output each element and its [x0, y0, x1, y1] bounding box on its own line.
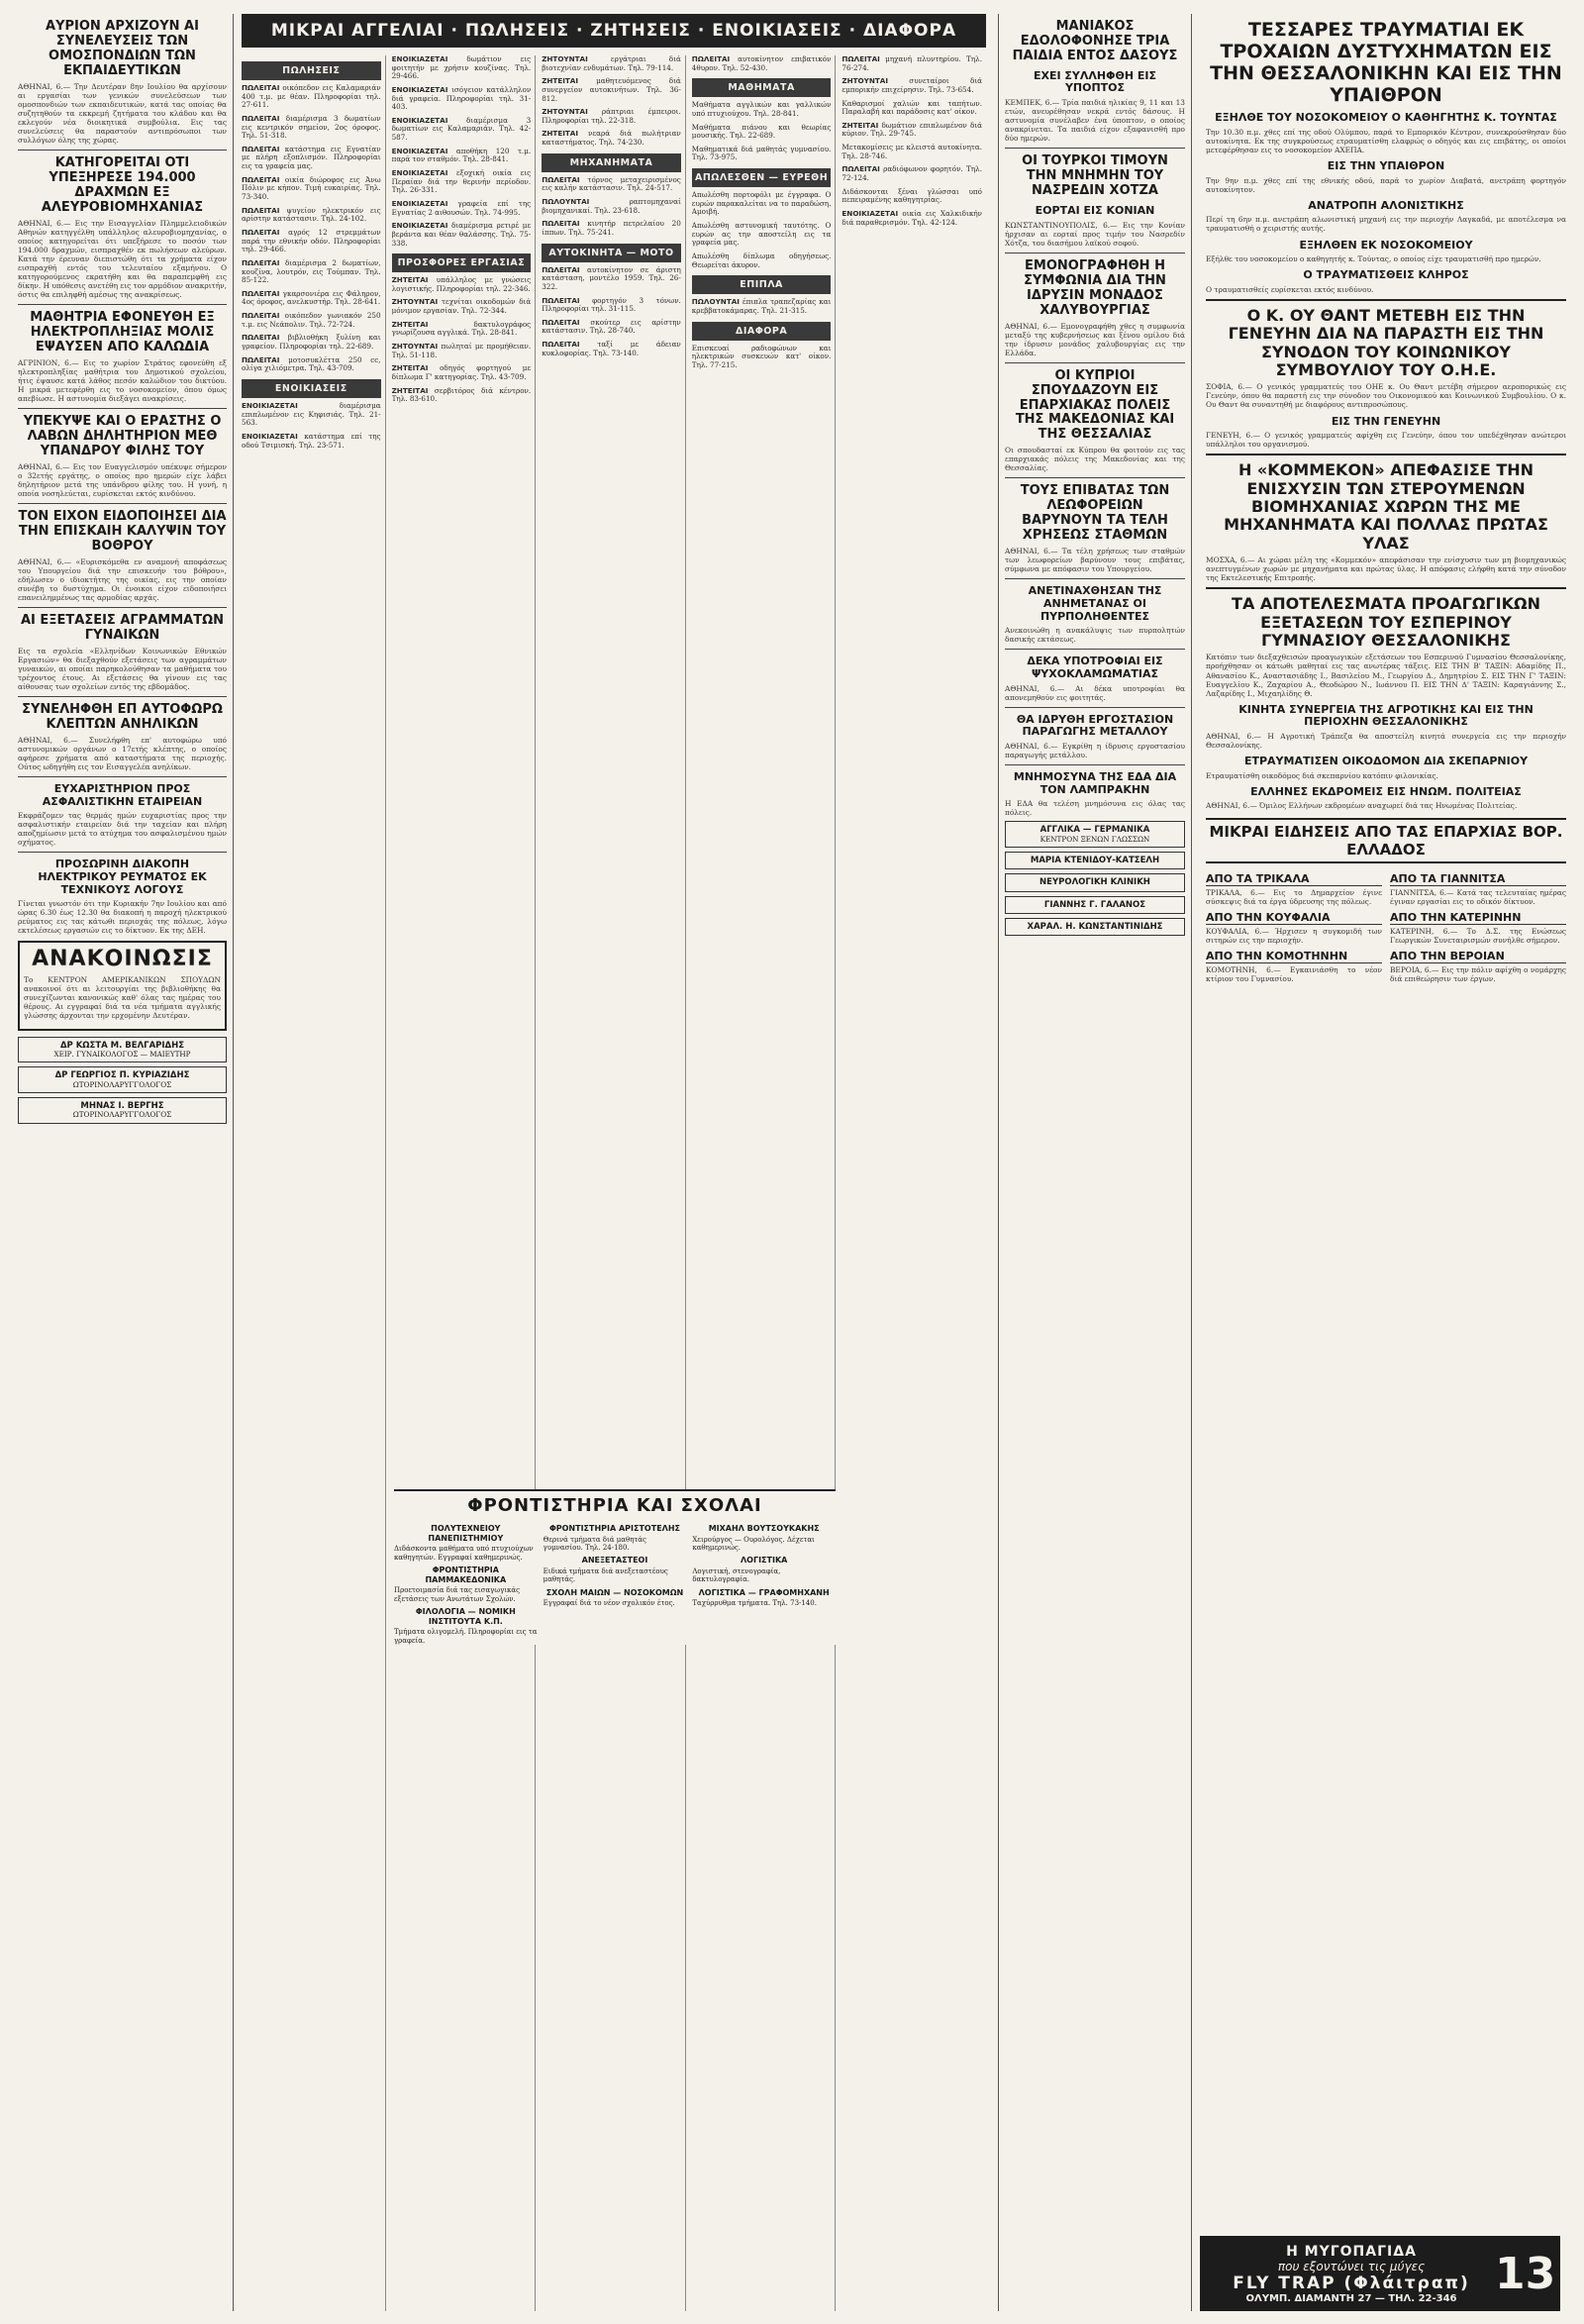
subheadline-mobile-units: ΚΙΝΗΤΑ ΣΥΝΕΡΓΕΙΑ ΤΗΣ ΑΓΡΟΤΙΚΗΣ ΚΑΙ ΕΙΣ ΤΗΝ ΠΕΡΙΟΧΗΝ ΘΕΣΣΑΛΟΝΙΚΗΣ	[1238, 702, 1534, 729]
province-heading: ΑΠΟ ΤΑ ΤΡΙΚΑΛΑ	[1206, 872, 1382, 886]
tutoring-heading: ΦΡΟΝΤΙΣΤΗΡΙΑ ΑΡΙΣΤΟΤΕΛΗΣ	[548, 1524, 681, 1533]
provinces-column	[1206, 867, 1382, 987]
article-body-text: Εξήλθε του νοσοκομείου ο καθηγητής κ. Τούντας, ο οποίος είχε τραυματισθή προ ημερών.	[1206, 254, 1541, 264]
headline-maniac: ΜΑΝΙΑΚΟΣ ΕΔΟΛΟΦΟΝΗΣΕ ΤΡΙΑ ΠΑΙΔΙΑ ΕΝΤΟΣ ΔΑΣΟΥΣ	[1012, 19, 1178, 63]
classified-ad: ΖΗΤΕΙΤΑΙ οδηγός φορτηγού με δίπλωμα Γ' κατηγορίας. Τηλ. 43-709.	[391, 363, 532, 381]
divider	[1206, 454, 1566, 455]
article-body-text: ΚΩΝΣΤΑΝΤΙΝΟΥΠΟΛΙΣ, 6.— Εις την Κονίαν ήρχισαν αι εορταί προς τιμήν του Νασρεδίν Χότζα, του διασήμου λαϊκού σοφού.	[1005, 220, 1185, 248]
headline-thanks: ΕΥΧΑΡΙΣΤΗΡΙΟΝ ΠΡΟΣ ΑΣΦΑΛΙΣΤΙΚΗΝ ΕΤΑΙΡΕΙΑΝ	[42, 781, 203, 808]
article-body-text: ΑΘΗΝΑΙ, 6.— Αι δέκα υποτροφίαι θα απονεμηθούν εις φοιτητάς.	[1005, 683, 1185, 702]
subheadline-overturn: ΑΝΑΤΡΟΠΗ ΑΛΟΝΙΣΤΙΚΗΣ	[1308, 198, 1464, 212]
classified-ad: ΠΩΛΕΙΤΑΙ φορτηγόν 3 τόνων. Πληροφορίαι τηλ. 31-115.	[542, 295, 681, 314]
article-body-text: ΑΘΗΝΑΙ, 6.— Εις τον Ευαγγελισμόν υπέκυψε σήμερον ο 32ετής εργάτης, ο οποίος προ ημερών είχε λάβει δηλητήριον μετά της υπάνδρου φίλης του. Η γυνή, η οποία νοσηλεύεται, ευρίσκεται εκτός κινδύνου.	[18, 461, 227, 498]
doctor-card	[18, 1066, 227, 1093]
divider	[18, 408, 227, 409]
tutoring-heading: ΦΡΟΝΤΙΣΤΗΡΙΑ ΠΑΜΜΑΚΕΔΟΝΙΚΑ	[425, 1565, 507, 1584]
headline-u-thant: Ο Κ. ΟΥ ΘΑΝΤ ΜΕΤΕΒΗ ΕΙΣ ΤΗΝ ΓΕΝΕΥΗΝ ΔΙΑ ΝΑ ΠΑΡΑΣΤΗ ΕΙΣ ΤΗΝ ΣΥΝΟΔΟΝ ΤΟΥ ΚΟΙΝΩΝΙΚΟΥ ΣΥΜΒΟΥΛΙΟΥ ΤΟΥ Ο.Η.Ε.	[1228, 305, 1544, 380]
classified-ad: Απωλέσθη αστυνομική ταυτότης. Ο ευρών ας την αποστείλη εις τα γραφεία μας.	[691, 221, 832, 248]
subheadline-excursion: ΕΛΛΗΝΕΣ ΕΚΔΡΟΜΕΙΣ ΕΙΣ ΗΝΩΜ. ΠΟΛΙΤΕΙΑΣ	[1250, 784, 1522, 798]
province-heading: ΑΠΟ ΤΗΝ ΒΕΡΟΙΑΝ	[1390, 950, 1566, 963]
tutoring-heading: ΦΙΛΟΛΟΓΙΑ — ΝΟΜΙΚΗ ΙΝΣΤΙΤΟΥΤΑ Κ.Π.	[415, 1606, 516, 1626]
tutoring-column	[692, 1520, 836, 1645]
clinic-name: ΝΕΥΡΟΛΟΓΙΚΗ ΚΛΙΝΙΚΗ	[1040, 877, 1150, 888]
doctor-name: ΜΑΡΙΑ ΚΤΕΝΙΔΟΥ-ΚΑΤΣΕΛΗ	[1030, 856, 1160, 866]
classified-ad: Μαθήματα αγγλικών και γαλλικών υπό πτυχιούχου. Τηλ. 28-841.	[691, 100, 832, 118]
divider	[18, 150, 227, 151]
classified-ad: ΠΩΛΕΙΤΑΙ μοτοσυκλέττα 250 cc, ολίγα χιλιόμετρα. Τηλ. 43-709.	[242, 354, 381, 373]
province-text: ΚΟΜΟΤΗΝΗ, 6.— Εγκαινιάσθη το νέον κτίριον του Γυμνασίου.	[1206, 965, 1382, 984]
classified-ad: Απωλέσθη δίπλωμα οδηγήσεως. Θεωρείται άκυρον.	[691, 251, 832, 269]
classified-ad: ΖΗΤΟΥΝΤΑΙ πωληταί με προμήθειαν. Τηλ. 51-118.	[391, 342, 532, 359]
province-text: ΓΙΑΝΝΙΤΣΑ, 6.— Κατά τας τελευταίας ημέρας έγιναν εργασίαι εις το οδικόν δίκτυον.	[1390, 888, 1566, 907]
classified-ad: ΠΩΛΟΥΝΤΑΙ έπιπλα τραπεζαρίας και κρεββατοκάμαρας. Τηλ. 21-315.	[691, 297, 832, 315]
flytrap-advertisement	[1200, 2236, 1560, 2311]
headline-exams: ΑΙ ΕΞΕΤΑΣΕΙΣ ΑΓΡΑΜΜΑΤΩΝ ΓΥΝΑΙΚΩΝ	[21, 612, 224, 643]
classified-ad: ΕΝΟΙΚΙΑΖΕΤΑΙ οικία εις Χαλκιδικήν διά παραθερισμόν. Τηλ. 42-124.	[842, 208, 982, 227]
classified-column	[692, 55, 837, 2311]
doctor-specialty: ΩΤΟΡΙΝΟΛΑΡΥΓΓΟΛΟΓΟΣ	[72, 1079, 172, 1089]
doctor-name: ΧΑΡΑΛ. Η. ΚΩΝΣΤΑΝΤΙΝΙΔΗΣ	[1027, 921, 1163, 932]
classified-ad: ΠΩΛΕΙΤΑΙ οικόπεδον γωνιακόν 250 τ.μ. εις Νεάπολιν. Τηλ. 72-724.	[242, 311, 381, 329]
headline-embezzlement: ΚΑΤΗΓΟΡΕΙΤΑΙ ΟΤΙ ΥΠΕΞΗΡΕΣΕ 194.000 ΔΡΑΧΜΩΝ ΕΞ ΑΛΕΥΡΟΒΙΟΜΗΧΑΝΙΑΣ	[41, 154, 204, 215]
tutoring-title: ΦΡΟΝΤΙΣΤΗΡΙΑ ΚΑΙ ΣΧΟΛΑΙ	[467, 1495, 762, 1516]
tutoring-heading: ΛΟΓΙΣΤΙΚΑ — ΓΡΑΦΟΜΗΧΑΝΗ	[698, 1587, 830, 1597]
headline-cesspit: ΤΟΝ ΕΙΧΟΝ ΕΙΔΟΠΟΙΗΣΕΙ ΔΙΑ ΤΗΝ ΕΠΙΣΚΑΙΗ ΚΑΛΥΨΙΝ ΤΟΥ ΒΟΘΡΟΥ	[18, 508, 227, 554]
flytrap-title: Η ΜΥΓΟΠΑΓΙΔΑ	[1286, 2243, 1417, 2260]
tutoring-text: Ειδικά τμήματα διά ανεξεταστέους μαθητάς.	[543, 1566, 668, 1584]
classified-banner: ΜΙΚΡΑΙ ΑΓΓΕΛΙΑΙ · ΠΩΛΗΣΕΙΣ · ΖΗΤΗΣΕΙΣ · ΕΝΟΙΚΙΑΣΕΙΣ · ΔΙΑΦΟΡΑ	[242, 14, 986, 48]
divider	[1005, 649, 1185, 650]
classified-ad: ΠΩΛΕΙΤΑΙ ραδιόφωνον φορητόν. Τηλ. 72-124.	[842, 164, 982, 183]
article-body-text: Ετραυματίσθη οικοδόμος διά σκεπαρνίου κατόπιν φιλονικίας.	[1206, 770, 1438, 780]
classified-ad: ΕΝΟΙΚΙΑΖΕΤΑΙ διαμέρισμα ρετιρέ με βεράντα και θέαν θαλάσσης. Τηλ. 75-338.	[391, 221, 532, 248]
notice-title: ΑΝΑΚΟΙΝΩΣΙΣ	[32, 947, 213, 972]
article-body-text: ΣΟΦΙΑ, 6.— Ο γενικός γραμματεύς του ΟΗΕ κ. Ου Θαντ μετέβη σήμερον αεροπορικώς εις Γενεύην, όπου θα παραστή εις την σύνοδον του Οικονομικού και Κοινωνικού Συμβουλίου. Ο κ. Ου Θαντ θα συναντηθή με διαφόρους αντιπροσώπους.	[1206, 382, 1566, 410]
classified-ad: ΠΩΛΕΙΤΑΙ ταξί με άδειαν κυκλοφορίας. Τηλ. 73-140.	[542, 340, 681, 357]
article-body-text: ΓΕΝΕΥΗ, 6.— Ο γενικός γραμματεύς αφίχθη εις Γενεύην, όπου τον υπεδέχθησαν ανώτεροι υπάλληλοι του οργανισμού.	[1206, 431, 1566, 450]
divider	[18, 852, 227, 853]
classified-ad: ΠΩΛΕΙΤΑΙ οικία διώροφος εις Άνω Πόλιν με κήπον. Τιμή ευκαιρίας. Τηλ. 73-340.	[242, 174, 381, 202]
province-heading: ΑΠΟ ΤΗΝ ΚΑΤΕΡΙΝΗΝ	[1390, 911, 1566, 925]
tutoring-column	[394, 1520, 538, 1645]
doctor-name: ΜΗΝΑΣ Ι. ΒΕΡΓΗΣ	[80, 1101, 164, 1112]
section-furniture: ΕΠΙΠΛΑ	[692, 275, 832, 294]
article-body-text: Εκφράζομεν τας θερμάς ημών ευχαριστίας προς την ασφαλιστικήν εταιρείαν διά την ταχείαν και πλήρη αποζημίωσιν μετά το ατύχημα του ασφαλισμένου ημών οχήματος.	[18, 811, 227, 848]
middle-news-column	[998, 14, 1192, 2311]
headline-teachers-assemblies: ΑΥΡΙΟΝ ΑΡΧΙΖΟΥΝ ΑΙ ΣΥΝΕΛΕΥΣΕΙΣ ΤΩΝ ΟΜΟΣΠΟΝΔΙΩΝ ΤΩΝ ΕΚΠΑΙΔΕΥΤΙΚΩΝ	[46, 19, 199, 78]
doctor-name: ΔΡ ΚΩΣΤΑ Μ. ΒΕΛΓΑΡΙΔΗΣ	[59, 1040, 185, 1051]
classified-ad: ΠΩΛΕΙΤΑΙ σκούτερ εις αρίστην κατάστασιν. Τηλ. 28-740.	[542, 317, 681, 336]
right-news-column	[1200, 14, 1566, 2311]
divider	[1005, 764, 1185, 765]
article-body-text: ΑΘΗΝΑΙ, 6.— Την Δευτέραν 8ην Ιουλίου θα αρχίσουν αι εργασίαι των γενικών συνελεύσεων των ομοσπονδιών των εκπαιδευτικών, κατά τας οποίας θα συζητηθούν τα εκκρεμή ζητήματα του κλάδου και θα εκλεγούν νέα διοικητικά συμβούλια. Εις τας συνελεύσεις θα παραστούν αντιπρόσωποι των συλλόγων όλης της χώρας.	[18, 81, 227, 145]
headline-thief: ΣΥΝΕΛΗΦΘΗ ΕΠ ΑΥΤΟΦΩΡΩ ΚΛΕΠΤΩΝ ΑΝΗΛΙΚΩΝ	[22, 701, 223, 732]
divider	[1206, 299, 1566, 301]
headline-comecon: Η «ΚΟΜΜΕΚΟΝ» ΑΠΕΦΑΣΙΣΕ ΤΗΝ ΕΝΙΣΧΥΣΙΝ ΤΩΝ ΣΤΕΡΟΥΜΕΝΩΝ ΒΙΟΜΗΧΑΝΙΑΣ ΧΩΡΩΝ ΤΗΣ ΜΕ ΜΗΧΑΝΗΜΑΤΑ ΚΑΙ ΠΟΛΛΑΣ ΠΡΩΤΑΣ ΥΛΑΣ	[1224, 460, 1548, 553]
article-body-text: Ανεκοινώθη η ανακάλυψις των πυρπολητών δασικής εκτάσεως.	[1005, 626, 1185, 645]
classified-ad: Επισκευαί ραδιοφώνων και ηλεκτρικών συσκευών κατ' οίκον. Τηλ. 77-215.	[691, 343, 832, 369]
article-body-text: Κατόπιν των διεξαχθεισών προαγωγικών εξετάσεων του Εσπερινού Γυμνασίου Θεσσαλονίκης, προήχθησαν οι κάτωθι μαθηταί εις τας ανωτέρας τάξεις. ΕΙΣ ΤΗΝ Β' ΤΑΞΙΝ: Αδαμίδης Π., Αθανασίου Κ., Αναστασιάδης Ι., Βασιλείου Μ., Γεωργίου Δ., Δημητρίου Σ. ΕΙΣ ΤΗΝ Γ' ΤΑΞΙΝ: Ευαγγελίου Κ., Ζαχαρίου Α., Θεοδώρου Ν., Ιωάννου Π. ΕΙΣ ΤΗΝ Δ' ΤΑΞΙΝ: Καραγιάννης Σ., Λαζαρίδης Ι., Μιχαηλίδης Θ.	[1206, 653, 1566, 698]
article-body-text: Η ΕΔΑ θα τελέση μνημόσυνα εις όλας τας πόλεις.	[1005, 799, 1185, 818]
classified-ad: ΖΗΤΕΙΤΑΙ μαθητευόμενος διά συνεργείον αυτοκινήτων. Τηλ. 36-812.	[542, 76, 681, 103]
classified-ad: ΕΝΟΙΚΙΑΖΕΤΑΙ αποθήκη 120 τ.μ. παρά τον σταθμόν. Τηλ. 28-841.	[391, 146, 532, 164]
flytrap-tagline: που εξοντώνει τις μύγες	[1277, 2259, 1426, 2273]
provinces-news-title: ΜΙΚΡΑΙ ΕΙΔΗΣΕΙΣ ΑΠΟ ΤΑΣ ΕΠΑΡΧΙΑΣ ΒΟΡ. ΕΛΛΑΔΟΣ	[1206, 818, 1566, 863]
clinic-card	[1005, 873, 1185, 891]
province-heading: ΑΠΟ ΤΗΝ ΚΟΜΟΤΗΝΗΝ	[1206, 950, 1382, 963]
article-body-text: ΜΟΣΧΑ, 6.— Αι χώραι μέλη της «Κομμεκόν» απεφάσισαν την ενίσχυσιν των μη βιομηχανικώς ανεπτυγμένων χωρών με μηχανήματα και πρώτας ύλας. Η απόφασις ελήφθη κατά την σύνοδον της Εκτελεστικής Επιτροπής.	[1206, 556, 1566, 583]
headline-scholarships: ΔΕΚΑ ΥΠΟΤΡΟΦΙΑΙ ΕΙΣ ΨΥΧΟΚΛΑΜΩΜΑΤΙΑΣ	[1027, 655, 1163, 680]
section-cars: ΑΥΤΟΚΙΝΗΤΑ — ΜΟΤΟ	[542, 244, 681, 262]
notice-body: Το ΚΕΝΤΡΟΝ ΑΜΕΡΙΚΑΝΙΚΩΝ ΣΠΟΥΔΩΝ ανακοινοί ότι αι λειτουργίαι της βιβλιοθήκης θα συνεχίζωνται κανονικώς καθ' όλας τας ημέρας του θέρους. Αι εγγραφαί διά τα νέα τμήματα αγγλικής γλώσσης άρχονται την ερχομένην Δευτέραν.	[24, 975, 221, 1021]
classified-column	[392, 55, 537, 2311]
provinces-grid	[1206, 867, 1566, 987]
doctor-specialty: ΩΤΟΡΙΝΟΛΑΡΥΓΓΟΛΟΓΟΣ	[72, 1110, 172, 1120]
tutoring-text: Τμήματα ολιγομελή. Πληροφορίαι εις τα γραφεία.	[394, 1628, 538, 1645]
classified-ad: ΠΩΛΕΙΤΑΙ διαμέρισμα 2 δωματίων, κουζίνα, λουτρόν, εις Τούμπαν. Τηλ. 85-122.	[242, 257, 381, 285]
classified-ad: ΠΩΛΕΙΤΑΙ διαμέρισμα 3 δωματίων εις κεντρικόν σημείον, 2ος όροφος. Τηλ. 51-318.	[242, 113, 381, 141]
article-body-text: ΚΕΜΠΕΚ, 6.— Τρία παιδιά ηλικίας 9, 11 και 13 ετών, ανευρέθησαν νεκρά εντός δάσους. Η αστυνομία συνέλαβεν ένα ύποπτον, ο οποίος ανακρίνεται. Τα παιδιά είχον εξαφανισθή προ δύο ημερών.	[1005, 98, 1185, 144]
article-body-text: ΑΘΗΝΑΙ, 6.— Εμονογραφήθη χθες η συμφωνία μεταξύ της κυβερνήσεως και ξένου ομίλου διά την ίδρυσιν μονάδος χαλυβουργίας εις την Ελλάδα.	[1005, 321, 1185, 357]
divider	[1206, 587, 1566, 589]
headline-cypriots: ΟΙ ΚΥΠΡΙΟΙ ΣΠΟΥΔΑΖΟΥΝ ΕΙΣ ΕΠΑΡΧΙΑΚΑΣ ΠΟΛΕΙΣ ΤΗΣ ΜΑΚΕΔΟΝΙΑΣ ΚΑΙ ΤΗΣ ΘΕΣΣΑΛΙΑΣ	[1015, 367, 1175, 443]
classified-ad: ΖΗΤΕΙΤΑΙ υπάλληλος με γνώσεις λογιστικής. Πληροφορίαι τηλ. 22-346.	[391, 275, 532, 293]
divider	[18, 503, 227, 504]
province-text: ΚΟΥΦΑΛΙΑ, 6.— Ήρχισεν η συγκομιδή των σιτηρών εις την περιοχήν.	[1206, 927, 1382, 946]
classified-ad: Μαθήματα πιάνου και θεωρίας μουσικής. Τηλ. 22-689.	[691, 122, 832, 141]
classified-ad: ΠΩΛΕΙΤΑΙ αυτοκίνητον επιβατικόν 4θυρον. Τηλ. 52-430.	[691, 55, 832, 72]
tutoring-text: Θερινά τμήματα διά μαθητάς γυμνασίου. Τηλ. 24-180.	[543, 1535, 646, 1552]
article-body-text: Την 10.30 π.μ. χθες επί της οδού Ολύμπου, παρά το Εμπορικόν Κέντρον, συνεκρούσθησαν δύο αυτοκίνητα. Εκ της συγκρούσεως ετραυματίσθη ελαφρώς ο οδηγός και εις επιβάτης, οι οποίοι μετεφέρθησαν εις το νοσοκομείον ΑΧΕΠΑ.	[1206, 128, 1566, 155]
classified-ad: ΕΝΟΙΚΙΑΖΕΤΑΙ γραφεία επί της Εγνατίας 2 αιθουσών. Τηλ. 74-995.	[391, 198, 532, 217]
doctor-card	[18, 1097, 227, 1124]
divider	[18, 304, 227, 305]
classified-ad: ΠΩΛΕΙΤΑΙ οικόπεδον εις Καλαμαριάν 400 τ.μ. με θέαν. Πληροφορίαι τηλ. 27-611.	[242, 83, 381, 110]
article-body-text: Περί τη 6ην π.μ. ανετράπη αλωνιστική μηχανή εις την περιοχήν Λαγκαδά, με αποτέλεσμα να τραυματισθή ο χειριστής αυτής.	[1206, 215, 1566, 234]
classified-ad: ΖΗΤΕΙΤΑΙ δακτυλογράφος γνωρίζουσα αγγλικά. Τηλ. 28-841.	[391, 319, 532, 338]
school-subtitle: ΚΕΝΤΡΟΝ ΞΕΝΩΝ ΓΛΩΣΣΩΝ	[1040, 834, 1150, 844]
section-lost-found: ΑΠΩΛΕΣΘΕΝ — ΕΥΡΕΘΗ	[692, 168, 832, 187]
school-title: ΑΓΓΛΙΚΑ — ΓΕΡΜΑΝΙΚΑ	[1040, 825, 1150, 836]
tutoring-column	[544, 1520, 687, 1645]
classified-ad: ΠΩΛΕΙΤΑΙ τόρνος μεταχειρισμένος εις καλήν κατάστασιν. Τηλ. 24-517.	[542, 174, 681, 193]
subheadline-discharged: ΕΞΗΛΘΕΝ ΕΚ ΝΟΣΟΚΟΜΕΙΟΥ	[1299, 238, 1473, 252]
classified-ad: ΖΗΤΕΙΤΑΙ σερβιτόρος διά κέντρον. Τηλ. 83-610.	[391, 385, 532, 404]
doctor-card	[1005, 918, 1185, 936]
tutoring-text: Λογιστική, στενογραφία, δακτυλογραφία.	[692, 1566, 781, 1584]
section-job-offers: ΠΡΟΣΦΟΡΕΣ ΕΡΓΑΣΙΑΣ	[392, 253, 532, 272]
classified-ad: ΠΩΛΕΙΤΑΙ ψυγείον ηλεκτρικόν εις αρίστην κατάστασιν. Τηλ. 24-102.	[242, 205, 381, 224]
classified-ad: ΕΝΟΙΚΙΑΖΕΤΑΙ εξοχική οικία εις Περαίαν διά την θερινήν περίοδον. Τηλ. 26-331.	[391, 168, 532, 195]
article-body-text: Την 9ην π.μ. χθες επί της εθνικής οδού, παρά το χωρίον Διαβατά, ανετράπη φορτηγόν αυτοκίνητον.	[1206, 175, 1566, 194]
headline-power-cut: ΠΡΟΣΩΡΙΝΗ ΔΙΑΚΟΠΗ ΗΛΕΚΤΡΙΚΟΥ ΡΕΥΜΑΤΟΣ ΕΚ ΤΕΧΝΙΚΟΥΣ ΛΟΓΟΥΣ	[38, 858, 207, 896]
classified-column	[542, 55, 686, 2311]
tutoring-heading: ΑΝΕΞΕΤΑΣΤΕΟΙ	[581, 1556, 648, 1566]
headline-metal-factory: ΘΑ ΙΔΡΥΘΗ ΕΡΓΟΣΤΑΣΙΟΝ ΠΑΡΑΓΩΓΗΣ ΜΕΤΑΛΛΟΥ	[1016, 712, 1174, 739]
classified-ad: Καθαρισμοί χαλιών και ταπήτων. Παραλαβή και παράδοσις κατ' οίκον.	[842, 98, 982, 117]
tutoring-text: Προετοιμασία διά τας εισαγωγικάς εξετάσεις των Ανωτάτων Σχολών.	[394, 1586, 521, 1603]
classified-ad: ΕΝΟΙΚΙΑΖΕΤΑΙ ισόγειον κατάλληλον διά γραφεία. Πληροφορίαι τηλ. 31-403.	[391, 84, 532, 112]
classified-column	[242, 55, 386, 2311]
headline-steel: ΕΜΟΝΟΓΡΑΦΗΘΗ Η ΣΥΜΦΩΝΙΑ ΔΙΑ ΤΗΝ ΙΔΡΥΣΙΝ ΜΟΝΑΔΟΣ ΧΑΛΥΒΟΥΡΓΙΑΣ	[1024, 257, 1166, 318]
classified-ad: Μετακομίσεις με κλειστά αυτοκίνητα. Τηλ. 28-746.	[842, 143, 982, 160]
provinces-column	[1390, 867, 1566, 987]
section-rentals: ΕΝΟΙΚΙΑΣΕΙΣ	[242, 379, 381, 398]
province-heading: ΑΠΟ ΤΗΝ ΚΟΥΦΑΛΙΑ	[1206, 911, 1382, 925]
province-text: ΤΡΙΚΑΛΑ, 6.— Εις το Δημαρχείον έγινε σύσκεψις διά τα έργα ύδρευσης της πόλεως.	[1206, 888, 1382, 907]
headline-poison: ΥΠΕΚΥΨΕ ΚΑΙ Ο ΕΡΑΣΤΗΣ Ο ΛΑΒΩΝ ΔΗΛΗΤΗΡΙΟΝ ΜΕΘ ΥΠΑΝΔΡΟΥ ΦΙΛΗΣ ΤΟΥ	[23, 413, 222, 458]
divider	[1005, 578, 1185, 579]
subheadline-suspect: ΕΧΕΙ ΣΥΛΛΗΦΘΗ ΕΙΣ ΥΠΟΠΤΟΣ	[1033, 68, 1156, 95]
notice-box	[18, 941, 227, 1030]
divider	[1005, 477, 1185, 478]
tutoring-heading: ΠΟΛΥΤΕΧΝΕΙΟΥ ΠΑΝΕΠΙΣΤΗΜΙΟΥ	[428, 1524, 504, 1543]
tutoring-heading: ΣΧΟΛΗ ΜΑΙΩΝ — ΝΟΣΟΚΟΜΩΝ	[545, 1587, 684, 1597]
classified-column	[842, 55, 986, 2311]
divider	[18, 696, 227, 697]
article-body-text: ΑΘΗΝΑΙ, 6.— Συνελήφθη επ' αυτοφώρω υπό αστυνομικών οργάνων ο 17ετής κλέπτης, ο οποίος αφήρεσε χρήματα από καταστήματα της περιοχής. Ούτος ωδηγήθη εις τον Εισαγγελέα ανηλίκων.	[18, 735, 227, 771]
classified-ad: ΠΩΛΟΥΝΤΑΙ ραπτομηχαναί βιομηχανικαί. Τηλ. 23-618.	[542, 197, 681, 215]
tutoring-text: Ταχύρρυθμα τμήματα. Τηλ. 73-140.	[692, 1599, 817, 1608]
classified-ad: ΕΝΟΙΚΙΑΖΕΤΑΙ δωμάτιον εις φοιτητήν με χρήσιν κουζίνας. Τηλ. 29-466.	[391, 55, 532, 81]
doctor-name: ΓΙΑΝΝΗΣ Γ. ΓΑΛΑΝΟΣ	[1043, 899, 1146, 910]
subheadline-tountas: ΕΞΗΛΘΕ ΤΟΥ ΝΟΣΟΚΟΜΕΙΟΥ Ο ΚΑΘΗΓΗΤΗΣ Κ. ΤΟΥΝΤΑΣ	[1215, 111, 1557, 125]
classified-ad: ΕΝΟΙΚΙΑΖΕΤΑΙ διαμέρισμα 3 δωματίων εις Καλαμαριάν. Τηλ. 42-587.	[391, 115, 532, 143]
subheadline-countryside: ΕΙΣ ΤΗΝ ΥΠΑΙΘΡΟΝ	[1327, 159, 1445, 173]
classified-ad: ΖΗΤΟΥΝΤΑΙ συνεταίροι διά εμπορικήν επιχείρησιν. Τηλ. 73-654.	[842, 76, 982, 94]
headline-traffic-accidents: ΤΕΣΣΑΡΕΣ ΤΡΑΥΜΑΤΙΑΙ ΕΚ ΤΡΟΧΑΙΩΝ ΔΥΣΤΥΧΗΜΑΤΩΝ ΕΙΣ ΤΗΝ ΘΕΣΣΑΛΟΝΙΚΗΝ ΚΑΙ ΕΙΣ ΤΗΝ ΥΠΑΙΘΡΟΝ	[1210, 19, 1562, 106]
classified-ad: ΠΩΛΕΙΤΑΙ γκαρσονιέρα εις Φάληρον, 4ος όροφος, ανελκυστήρ. Τηλ. 28-641.	[242, 288, 381, 307]
article-body-text: Οι σπουδασταί εκ Κύπρου θα φοιτούν εις τας επαρχιακάς πόλεις της Μακεδονίας και της Θεσσαλίας.	[1005, 446, 1185, 473]
divider	[18, 776, 227, 777]
classified-section	[242, 14, 986, 2311]
article-body-text: ΑΘΗΝΑΙ, 6.— Η Αγροτική Τράπεζα θα αποστείλη κινητά συνεργεία εις την περιοχήν Θεσσαλονίκης.	[1206, 731, 1566, 750]
province-text: ΒΕΡΟΙΑ, 6.— Εις την πόλιν αφίχθη ο νομάρχης διά επιθεώρησιν των έργων.	[1390, 965, 1566, 984]
tutoring-text: Εγγραφαί διά το νέον σχολικόν έτος.	[543, 1599, 675, 1608]
divider	[1005, 148, 1185, 149]
section-sales: ΠΩΛΗΣΕΙΣ	[242, 61, 381, 80]
article-body-text: ΑΘΗΝΑΙ, 6.— Εγκρίθη η ίδρυσις εργοστασίου παραγωγής μετάλλου.	[1005, 741, 1185, 759]
classified-ad: ΖΗΤΟΥΝΤΑΙ εργάτριαι διά βιοτεχνίαν ενδυμάτων. Τηλ. 79-114.	[542, 55, 681, 72]
subheadline-geneva: ΕΙΣ ΤΗΝ ΓΕΝΕΥΗΝ	[1331, 414, 1441, 428]
left-news-column	[18, 14, 234, 2311]
page-number: 13	[1495, 2248, 1556, 2299]
subheadline-konya: ΕΟΡΤΑΙ ΕΙΣ ΚΟΝΙΑΝ	[1035, 204, 1155, 218]
flytrap-address: ΟΛΥΜΠ. ΔΙΑΜΑΝΤΗ 27 — ΤΗΛ. 22-346	[1245, 2292, 1457, 2304]
section-lessons: ΜΑΘΗΜΑΤΑ	[692, 78, 832, 97]
headline-electrocution: ΜΑΘΗΤΡΙΑ ΕΦΟΝΕΥΘΗ ΕΞ ΗΛΕΚΤΡΟΠΛΗΞΙΑΣ ΜΟΛΙΣ ΕΨΑΥΣΕΝ ΑΠΟ ΚΑΛΩΔΙΑ	[30, 310, 215, 354]
headline-nasreddin: ΟΙ ΤΟΥΡΚΟΙ ΤΙΜΟΥΝ ΤΗΝ ΜΝΗΜΗΝ ΤΟΥ ΝΑΣΡΕΔΙΝ ΧΟΤΖΑ	[1022, 153, 1168, 199]
classified-ad: ΠΩΛΕΙΤΑΙ κινητήρ πετρελαίου 20 ίππων. Τηλ. 75-241.	[542, 219, 681, 237]
tutoring-text: Χειρούργος — Ουρολόγος. Δέχεται καθημερινώς.	[692, 1535, 815, 1552]
doctor-card	[1005, 896, 1185, 914]
subheadline-axe: ΕΤΡΑΥΜΑΤΙΣΕΝ ΟΙΚΟΔΟΜΟΝ ΔΙΑ ΣΚΕΠΑΡΝΙΟΥ	[1243, 754, 1529, 767]
section-misc: ΔΙΑΦΟΡΑ	[692, 322, 832, 341]
classified-ad: ΕΝΟΙΚΙΑΖΕΤΑΙ κατάστημα επί της οδού Τσιμισκή. Τηλ. 23-571.	[242, 431, 381, 450]
newspaper-page	[18, 14, 1566, 2311]
classified-ad: ΠΩΛΕΙΤΑΙ μηχανή πλυντηρίου. Τηλ. 76-274.	[842, 55, 982, 72]
flytrap-text	[1208, 2244, 1495, 2304]
headline-exam-results: ΤΑ ΑΠΟΤΕΛΕΣΜΑΤΑ ΠΡΟΑΓΩΓΙΚΩΝ ΕΞΕΤΑΣΕΩΝ ΤΟΥ ΕΣΠΕΡΙΝΟΥ ΓΥΜΝΑΣΙΟΥ ΘΕΣΣΑΛΟΝΙΚΗΣ	[1232, 594, 1540, 651]
section-machinery: ΜΗΧΑΝΗΜΑΤΑ	[542, 153, 681, 172]
classified-ad: ΠΩΛΕΙΤΑΙ αγρός 12 στρεμμάτων παρά την εθνικήν οδόν. Πληροφορίαι τηλ. 29-466.	[242, 227, 381, 254]
headline-bus-fees: ΤΟΥΣ ΕΠΙΒΑΤΑΣ ΤΩΝ ΛΕΩΦΟΡΕΙΩΝ ΒΑΡΥΝΟΥΝ ΤΑ ΤΕΛΗ ΧΡΗΣΕΩΣ ΣΤΑΘΜΩΝ	[1020, 483, 1170, 544]
headline-fires: ΑΝΕΤΙΝΑΧΘΗΣΑΝ ΤΗΣ ΑΝΗΜΕΤΑΝΑΣ ΟΙ ΠΥΡΠΟΛΗΘΕΝΤΕΣ	[1028, 584, 1162, 623]
flytrap-brand: FLY TRAP (Φλάιτραπ)	[1233, 2273, 1470, 2293]
doctor-name: ΔΡ ΓΕΩΡΓΙΟΣ Π. ΚΥΡΙΑΖΙΔΗΣ	[54, 1070, 190, 1081]
divider	[1005, 707, 1185, 708]
headline-eda-memorial: ΜΝΗΜΟΣΥΝΑ ΤΗΣ ΕΔΑ ΔΙΑ ΤΟΝ ΛΑΜΠΡΑΚΗΝ	[1013, 769, 1177, 796]
classified-ad: Απωλέσθη πορτοφόλι με έγγραφα. Ο ευρών παρακαλείται να το παραδώση. Αμοιβή.	[691, 190, 832, 217]
classified-ad: ΖΗΤΟΥΝΤΑΙ ράπτριαι έμπειροι. Πληροφορίαι τηλ. 22-318.	[542, 107, 681, 125]
classified-ad: ΖΗΤΕΙΤΑΙ δωμάτιον επιπλωμένον διά κύριον. Τηλ. 29-745.	[842, 120, 982, 139]
language-school-card	[1005, 821, 1185, 848]
province-text: ΚΑΤΕΡΙΝΗ, 6.— Το Δ.Σ. της Ενώσεως Γεωργικών Συνεταιρισμών συνήλθε σήμερον.	[1390, 927, 1566, 946]
article-body-text: Εις τα σχολεία «Ελληνίδων Κοινωνικών Εθνικών Εργασιών» θα διεξαχθούν εξετάσεις των αγραμμάτων γυναικών, αι οποίαι παρηκολούθησαν τα μαθήματα του τρέχοντος έτους. Αι εξετάσεις θα γίνουν εις τας αίθουσας των σχολείων εντός της εβδομάδος.	[18, 646, 227, 691]
doctor-card	[18, 1037, 227, 1063]
article-body-text: Ο τραυματισθείς ευρίσκεται εκτός κινδύνου.	[1206, 284, 1374, 294]
tutoring-schools-box	[394, 1489, 836, 1645]
divider	[18, 607, 227, 608]
article-body-text: ΑΘΗΝΑΙ, 6.— Εις την Εισαγγελίαν Πλημμελειοδικών Αθηνών κατηγγέλθη υπάλληλος αλευροβιομηχανίας, ο οποίος κατηγορείται ότι υπεξήρεσε το ποσόν των 194.000 δραχμών, εισπραχθέν εκ πωλήσεων αλεύρων. Κατά την έρευναν διεπιστώθη ότι τα χρήματα είχον εισπραχθή εντός του τελευταίου εξαμήνου. Ο κατηγορούμενος εκρατήθη και θα παραπεμφθή εις δίκην. Η υπόθεσις ανετέθη εις τον αρμόδιον ανακριτήν, όστις θα επιληφθή αμέσως της ανακρίσεως.	[18, 218, 227, 299]
classified-ad: ΠΩΛΕΙΤΑΙ κατάστημα εις Εγνατίαν με πλήρη εξοπλισμόν. Πληροφορίαι εις τα γραφεία μας.	[242, 144, 381, 171]
subheadline-kliros: Ο ΤΡΑΥΜΑΤΙΣΘΕΙΣ ΚΛΗΡΟΣ	[1303, 268, 1469, 282]
article-body-text: Γίνεται γνωστόν ότι την Κυριακήν 7ην Ιουλίου και από ώρας 6.30 έως 12.30 θα διακοπή η παροχή ηλεκτρικού ρεύματος εις τας κάτωθι περιοχάς της πόλεως, λόγω εκτελέσεως εργασιών εις το δίκτυον. Εκ της ΔΕΗ.	[18, 899, 227, 936]
classified-ad: ΖΗΤΟΥΝΤΑΙ τεχνίται οικοδομών διά μόνιμον εργασίαν. Τηλ. 72-344.	[391, 297, 532, 316]
tutoring-heading: ΛΟΓΙΣΤΙΚΑ	[740, 1556, 788, 1566]
province-heading: ΑΠΟ ΤΑ ΓΙΑΝΝΙΤΣΑ	[1390, 872, 1566, 886]
article-body-text: ΑΘΗΝΑΙ, 6.— «Ευρισκόμεθα εν αναμονή αποφάσεως του Υπουργείου διά την επισκευήν του βόθρου», εδήλωσεν ο ιδιοκτήτης της οικίας, εις την οποίαν συνέβη το δυστύχημα. Οι ένοικοι είχον ειδοποιήσει επανειλημμένως τας αρμοδίας αρχάς.	[18, 556, 227, 602]
article-body-text: ΑΘΗΝΑΙ, 6.— Τα τέλη χρήσεως των σταθμών των λεωφορείων βαρύνουν τους επιβάτας, σύμφωνα με απόφασιν του Υπουργείου.	[1005, 547, 1185, 574]
article-body-text: ΑΘΗΝΑΙ, 6.— Όμιλος Ελλήνων εκδρομέων αναχωρεί διά τας Ηνωμένας Πολιτείας.	[1206, 801, 1518, 811]
classified-ad: ΕΝΟΙΚΙΑΖΕΤΑΙ διαμέρισμα επιπλωμένον εις Κηφισιάς. Τηλ. 21-563.	[242, 400, 381, 428]
tutoring-text: Διδάσκοντα μαθήματα υπό πτυχιούχων καθηγητών. Εγγραφαί καθημερινώς.	[394, 1545, 534, 1562]
article-body-text: ΑΓΡΙΝΙΟΝ, 6.— Εις το χωρίον Στράτος εφονεύθη εξ ηλεκτροπληξίας μαθήτρια του Δημοτικού σχολείου, ήτις έψαυσε κατά λάθος πεσόν καλώδιον του δικτύου. Η μικρά μετεφέρθη εις το νοσοκομείον, όπου όμως απεβίωσε. Η αστυνομία διεξάγει ανακρίσεις.	[18, 357, 227, 403]
classified-ad: ΠΩΛΕΙΤΑΙ αυτοκίνητον σε άριστη κατάσταση, μοντέλο 1959. Τηλ. 26-322.	[542, 264, 681, 291]
classified-grid	[242, 55, 986, 2311]
divider	[1005, 362, 1185, 363]
tutoring-grid	[394, 1520, 836, 1645]
doctor-specialty: ΧΕΙΡ. ΓΥΝΑΙΚΟΛΟΓΟΣ — ΜΑΙΕΥΤΗΡ	[53, 1049, 191, 1059]
classified-ad: ΖΗΤΕΙΤΑΙ νεαρά διά πωλήτριαν καταστήματος. Τηλ. 74-230.	[542, 129, 681, 148]
classified-ad: ΠΩΛΕΙΤΑΙ βιβλιοθήκη ξυλίνη και γραφείον. Πληροφορίαι τηλ. 22-689.	[242, 333, 381, 352]
classified-ad: Διδάσκονται ξέναι γλώσσαι υπό πεπειραμένης καθηγητρίας.	[842, 186, 982, 205]
doctor-card	[1005, 852, 1185, 869]
classified-ad: Μαθηματικά διά μαθητάς γυμνασίου. Τηλ. 73-975.	[691, 144, 832, 162]
tutoring-heading: ΜΙΧΑΗΛ ΒΟΥΤΣΟΥΚΑΚΗΣ	[708, 1524, 820, 1533]
